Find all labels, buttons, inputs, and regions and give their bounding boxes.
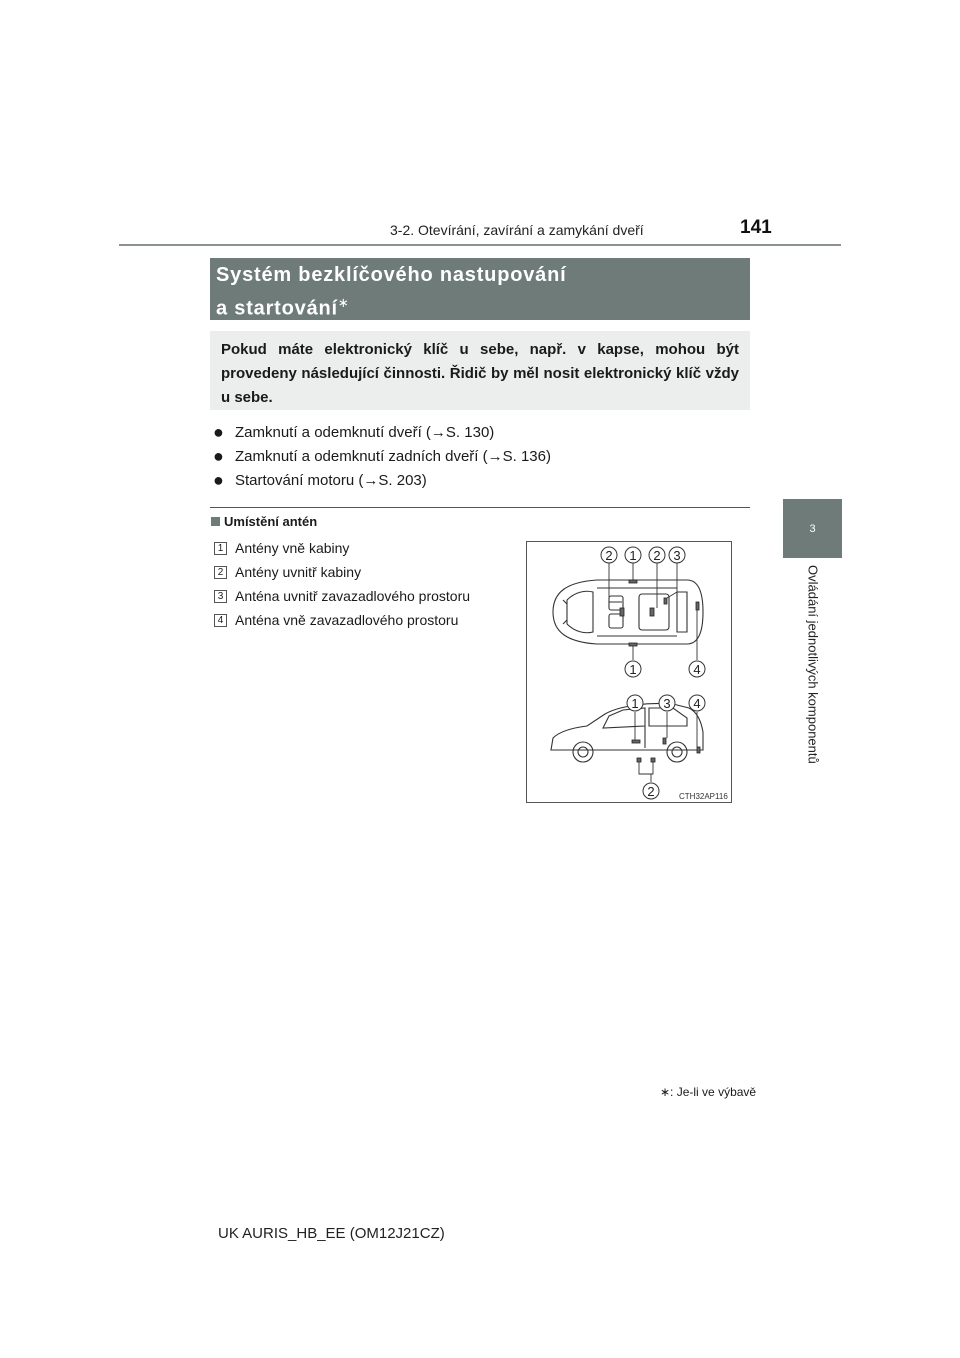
legend-label: Anténa vně zavazadlového prostoru: [235, 612, 459, 628]
antenna-location-figure: [526, 541, 732, 803]
list-item: [213, 444, 733, 468]
page-number: 141: [740, 217, 772, 238]
legend-number: 4: [214, 614, 227, 627]
footnote: ∗: Je-li ve výbavě: [660, 1085, 757, 1099]
callout-number: 4: [693, 662, 701, 677]
car-antenna-diagram: [527, 542, 731, 802]
list-item: [213, 468, 733, 492]
legend-number: 2: [214, 566, 227, 579]
bullet-text: Zamknutí a odemknutí zadních dveří (→S. 136): [235, 447, 551, 465]
title-footnote-marker: ∗: [337, 295, 350, 310]
callout-number: 1: [629, 548, 637, 563]
car-side-view: [551, 703, 703, 762]
chapter-title: Ovládání jednotlivých komponentů: [805, 565, 821, 764]
intro-box: Pokud máte elektronický klíč u sebe, např. v kapse, mohou být provedeny následující činnosti. Řidič by měl nosit elektronický klíč vždy u sebe.: [210, 331, 750, 410]
subsection-heading: [211, 514, 317, 529]
callout-number: 3: [663, 696, 671, 711]
chapter-tab: [783, 499, 842, 558]
legend-label: Antény vně kabiny: [235, 540, 350, 556]
header-section-title: 3-2. Otevírání, zavírání a zamykání dveří: [390, 222, 644, 238]
callout-number: 1: [631, 696, 639, 711]
figure-code: CTH32AP116: [679, 792, 728, 801]
callout-number: 3: [673, 548, 681, 563]
legend-item: [214, 608, 514, 632]
bullet-icon: ●: [213, 421, 224, 442]
list-item: [213, 420, 733, 444]
legend-item: [214, 560, 514, 584]
title-line-2: [216, 289, 744, 323]
title-line-1: Systém bezklíčového nastupování: [216, 264, 567, 286]
legend-label: Anténa uvnitř zavazadlového prostoru: [235, 588, 471, 604]
car-top-view: [553, 580, 703, 644]
square-bullet-icon: [211, 517, 220, 526]
callout-number: 2: [605, 548, 613, 563]
side-view-leaders: [635, 712, 697, 782]
header-divider: [119, 244, 841, 246]
bullet-list: [213, 420, 733, 492]
bullet-icon: ●: [213, 445, 224, 466]
side-callout-labels: [627, 695, 705, 799]
legend-number: 3: [214, 590, 227, 603]
legend-item: [214, 584, 514, 608]
bullet-icon: ●: [213, 469, 224, 490]
chapter-number: 3: [809, 522, 816, 535]
callout-number: 2: [647, 784, 655, 799]
chapter-side-label: [798, 565, 828, 800]
section-divider: [210, 507, 750, 508]
legend-label: Antény uvnitř kabiny: [235, 564, 362, 580]
section-title-box: [210, 258, 750, 320]
callout-number: 4: [693, 696, 701, 711]
footer-model-code: UK AURIS_HB_EE (OM12J21CZ): [218, 1225, 445, 1242]
legend-item: [214, 536, 514, 560]
legend-number: 1: [214, 542, 227, 555]
callout-number: 1: [629, 662, 637, 677]
bullet-text: Startování motoru (→S. 203): [235, 471, 427, 489]
callout-number: 2: [653, 548, 661, 563]
antenna-legend: [214, 536, 514, 632]
bullet-text: Zamknutí a odemknutí dveří (→S. 130): [235, 423, 495, 441]
subsection-heading-text: Umístění antén: [224, 514, 318, 529]
title-line-2-text: a startování: [216, 297, 338, 320]
